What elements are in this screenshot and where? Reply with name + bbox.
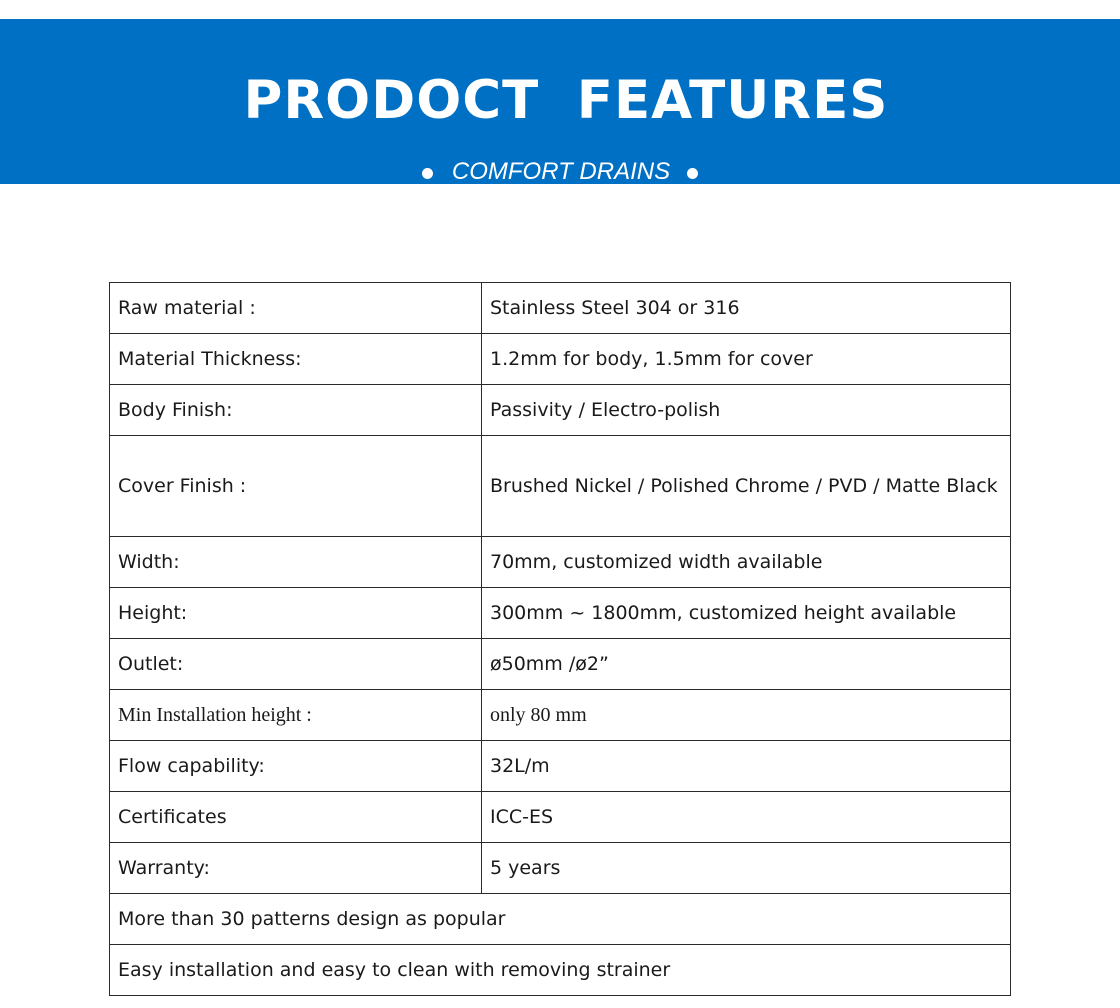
- header-banner: [0, 19, 1120, 184]
- table-row: [110, 436, 1011, 537]
- spec-label: Warranty:: [110, 843, 482, 894]
- spec-value: Stainless Steel 304 or 316: [482, 283, 1011, 334]
- table-row: [110, 792, 1011, 843]
- spec-note: Easy installation and easy to clean with removing strainer: [110, 945, 1011, 996]
- divider-line: [0, 188, 420, 189]
- spec-label: Body Finish:: [110, 385, 482, 436]
- table-row: [110, 843, 1011, 894]
- spec-label: Height:: [110, 588, 482, 639]
- table-row: [110, 588, 1011, 639]
- spec-value: 70mm, customized width available: [482, 537, 1011, 588]
- bullet-dot-icon: [422, 168, 433, 179]
- table-row: [110, 894, 1011, 945]
- spec-value: Brushed Nickel / Polished Chrome / PVD / Matte Black: [482, 436, 1011, 537]
- table-row: [110, 385, 1011, 436]
- spec-value: 300mm ~ 1800mm, customized height available: [482, 588, 1011, 639]
- spec-label: Raw material :: [110, 283, 482, 334]
- bullet-dot-icon: [687, 168, 698, 179]
- spec-label: Certificates: [110, 792, 482, 843]
- divider-line: [700, 188, 1120, 189]
- spec-value: Passivity / Electro-polish: [482, 385, 1011, 436]
- spec-label: Material Thickness:: [110, 334, 482, 385]
- spec-label: Flow capability:: [110, 741, 482, 792]
- table-row: [110, 639, 1011, 690]
- spec-label: Outlet:: [110, 639, 482, 690]
- spec-value: ICC-ES: [482, 792, 1011, 843]
- spec-label: Width:: [110, 537, 482, 588]
- table-row: [110, 537, 1011, 588]
- subtitle-row: [0, 154, 1120, 190]
- spec-value: 32L/m: [482, 741, 1011, 792]
- spec-value: ø50mm /ø2”: [482, 639, 1011, 690]
- table-row: [110, 334, 1011, 385]
- table-row: [110, 690, 1011, 741]
- spec-label: Cover Finish :: [110, 436, 482, 537]
- table-row: [110, 283, 1011, 334]
- page-subtitle: COMFORT DRAINS: [451, 158, 671, 185]
- page-title: PRODOCT FEATURES: [243, 70, 889, 131]
- spec-table: [109, 282, 1011, 996]
- spec-label: Min Installation height :: [110, 690, 482, 741]
- spec-note: More than 30 patterns design as popular: [110, 894, 1011, 945]
- spec-value: only 80 mm: [482, 690, 1011, 741]
- spec-value: 5 years: [482, 843, 1011, 894]
- table-row: [110, 945, 1011, 996]
- table-row: [110, 741, 1011, 792]
- spec-value: 1.2mm for body, 1.5mm for cover: [482, 334, 1011, 385]
